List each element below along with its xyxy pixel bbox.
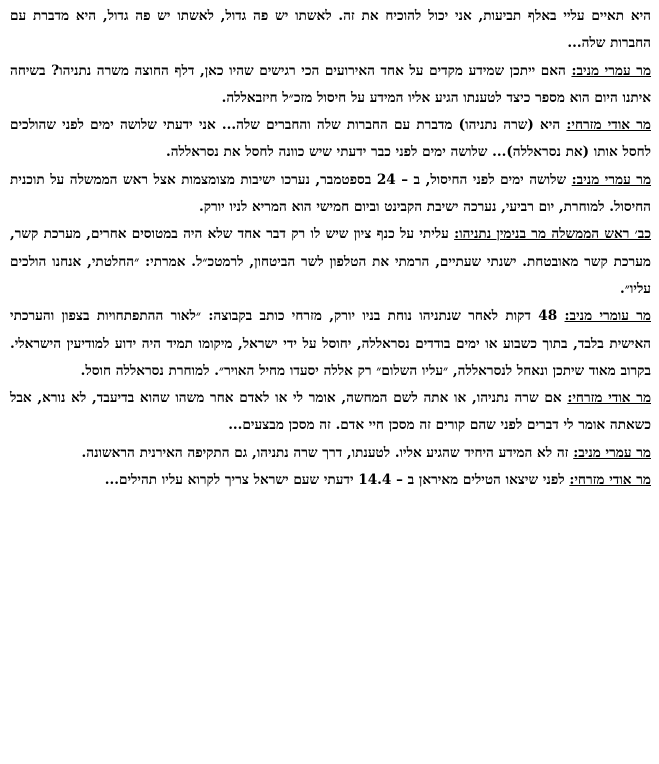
- speaker-label: מר עמרי מניב:: [571, 62, 652, 79]
- transcript-paragraph: [10, 303, 651, 385]
- transcript-paragraph: [10, 58, 651, 113]
- paragraph-text: היא (שרה נתניהו) מדברת עם החברות שלה והחברים שלה... אני ידעתי שלושה ימים לפני שהולכים לחסל אותו (את נסראללה)... שלושה ימים לפני כבר ידעתי שיש כוונה לחסל את נסראללה.: [10, 117, 651, 161]
- paragraph-text: 48 דקות לאחר שנתניהו נוחת בניו יורק, מזרחי כותב בקבוצה: ״לאור ההתפתחויות בצפון והערכתי האישית בלבד, בתוך כשבוע או ימים בודדים נסראללה, יחוסל על ידי ישראל, מיקומו תמיד היה ידוע למודיעין הישראלי. בקרוב מאוד שיתכן ונאחל לנסראללה, ״עליו השלום״ רק אללה יסעדו מחיל האויר״. למוחרת נסראללה חוסל.: [10, 308, 651, 379]
- transcript-paragraph: [10, 3, 651, 58]
- transcript-paragraph: [10, 112, 651, 167]
- paragraph-text: לפני שיצאו הטילים מאיראן ב – 14.4 ידעתי שעם ישראל צריך לקרוא עליו תהילים...: [104, 472, 570, 489]
- transcript-paragraph: [10, 167, 651, 222]
- transcript-paragraph: [10, 385, 651, 440]
- speaker-label: מר אודי מזרחי:: [569, 472, 651, 489]
- speaker-label: מר עומרי מניב:: [564, 308, 651, 325]
- speaker-label: מר אודי מזרחי:: [567, 390, 652, 407]
- transcript-paragraph: [10, 440, 651, 467]
- speaker-label: מר עמרי מניב:: [571, 171, 652, 188]
- paragraph-text: עליתי על כנף ציון שיש לו רק דבר אחד שלא היה במטוסים אחרים, מערכת קשר, מערכת קשר מאובטחת. ישנתי שעתיים, הרמתי את הטלפון לשר הביטחון, לרמטכ״ל. אמרתי: ״החלטתי, אנחנו הולכים עליו״.: [10, 226, 651, 297]
- paragraph-text: שלושה ימים לפני החיסול, ב – 24 בספטמבר, נערכו ישיבות מצומצמות אצל ראש הממשלה על תוכנית החיסול. למוחרת, יום רביעי, נערכה ישיבת הקבינט וביום חמישי הוא המריא לניו יורק.: [10, 171, 651, 216]
- paragraph-text: אם שרה נתניהו, או אתה לשם המחשה, אומר לי או לאדם אחר משהו שהוא בדיעבד, לא נורא, אבל כשאתה אומר לי דברים לפני שהם קורים זה מסכן חיי אדם. זה מסכן מבצעים...: [10, 390, 651, 434]
- paragraph-text: זה לא המידע היחיד שהגיע אליו. לטענתו, דרך שרה נתניהו, גם התקיפה האירנית הראשונה.: [81, 444, 574, 461]
- paragraph-text: האם ייתכן שמידע מקדים על אחד האירועים הכי רגישים שהיו כאן, דלף החוצה משרה נתניהו? בשיחה איתנו היום הוא מספר כיצד לטענתו הגיע אליו המידע על חיסול מזכ״ל חיזבאללה.: [10, 62, 651, 106]
- speaker-label: כב׳ ראש הממשלה מר בנימין נתניהו:: [454, 226, 652, 243]
- transcript-paragraph: [10, 467, 651, 494]
- transcript-paragraph: [10, 221, 651, 303]
- paragraph-text: היא תאיים עליי באלף תביעות, אני יכול להוכיח את זה. לאשתו יש פה גדול, לאשתו יש פה גדול, היא מדברת עם החברות שלה...: [10, 8, 651, 52]
- speaker-label: מר אודי מזרחי:: [566, 117, 651, 134]
- speaker-label: מר עמרי מניב:: [573, 444, 651, 461]
